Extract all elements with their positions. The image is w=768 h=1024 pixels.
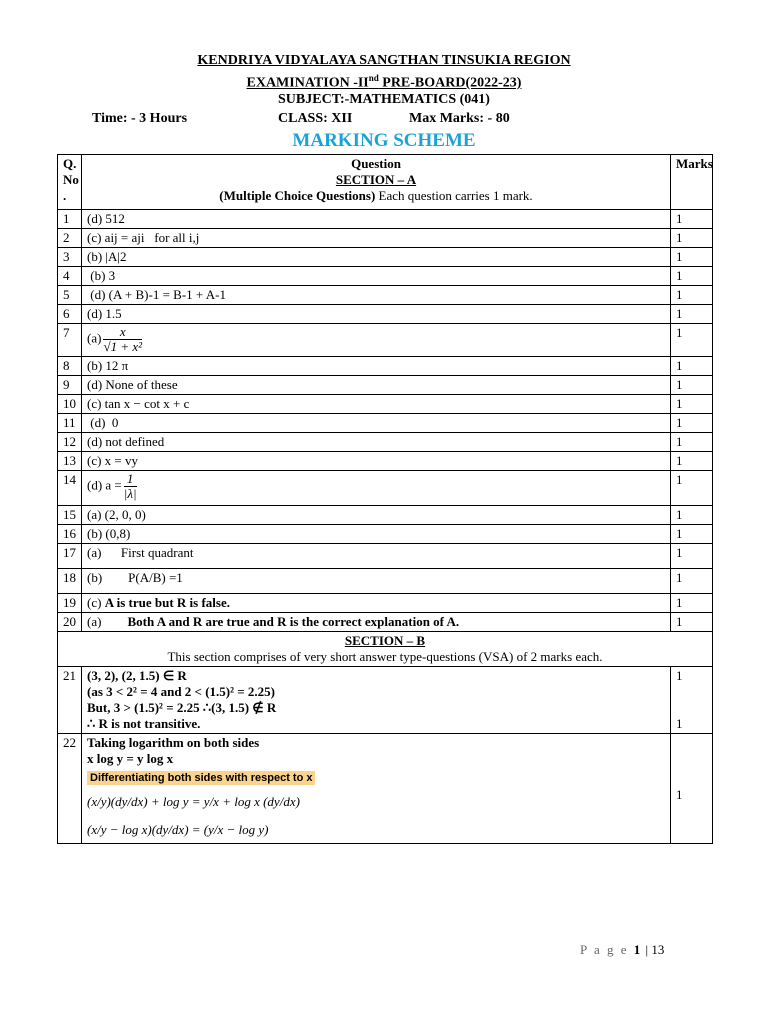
answer-line: ∴ R is not transitive. xyxy=(87,716,201,731)
marking-scheme-title: MARKING SCHEME xyxy=(292,130,476,151)
answer-cell: (a) Both A and R are true and R is the correct explanation of A. xyxy=(82,613,671,632)
answer-cell: (d) 0 xyxy=(82,414,671,433)
answer-cell xyxy=(82,734,671,844)
page-footer: P a g e 1 | 13 xyxy=(580,942,665,957)
answer-cell: (d) 1.5 xyxy=(82,305,671,324)
table-row xyxy=(58,324,713,357)
answer-cell xyxy=(82,667,671,734)
question-number: 12 xyxy=(58,433,82,452)
marks-cell: 1 xyxy=(671,305,713,324)
table-row xyxy=(58,229,713,248)
exam-title: EXAMINATION -IInd PRE-BOARD(2022-23) xyxy=(246,73,522,91)
marks-cell: 1 xyxy=(671,594,713,613)
answer-line: But, 3 > (1.5)² = 2.25 ∴(3, 1.5) ∉ R xyxy=(87,700,277,715)
question-number: 19 xyxy=(58,594,82,613)
table-row xyxy=(58,267,713,286)
table-row xyxy=(58,667,713,734)
answer-cell: (d) a = $\frac{1}{|\lambda|}$ xyxy=(82,471,671,506)
question-number: 20 xyxy=(58,613,82,632)
question-number: 1 xyxy=(58,210,82,229)
table-row xyxy=(58,286,713,305)
marks-cell: 1 xyxy=(671,613,713,632)
marks-cell: 1 xyxy=(671,544,713,569)
marks-cell: 1 xyxy=(671,525,713,544)
question-number: 13 xyxy=(58,452,82,471)
marks-cell: 1 xyxy=(671,357,713,376)
table-row xyxy=(58,452,713,471)
answer-cell: (d) None of these xyxy=(82,376,671,395)
max-marks-info: Max Marks: - 80 xyxy=(409,111,510,126)
question-number: 8 xyxy=(58,357,82,376)
table-row xyxy=(58,525,713,544)
question-number: 7 xyxy=(58,324,82,357)
equation-1: (x/y)(dy/dx) + log y = y/x + log x (dy/dx) xyxy=(87,794,300,809)
answer-cell: (a) (2, 0, 0) xyxy=(82,506,671,525)
col-header-qno: Q. No . xyxy=(58,155,82,210)
question-number: 17 xyxy=(58,544,82,569)
marks-cell: 1 xyxy=(671,471,713,506)
question-number: 15 xyxy=(58,506,82,525)
subject-line: SUBJECT:-MATHEMATICS (041) xyxy=(278,92,490,107)
answer-cell: (b) (0,8) xyxy=(82,525,671,544)
question-number: 11 xyxy=(58,414,82,433)
question-number: 6 xyxy=(58,305,82,324)
marks-cell: 1 xyxy=(671,286,713,305)
marks-cell: 1 xyxy=(671,248,713,267)
table-row xyxy=(58,395,713,414)
table-row xyxy=(58,594,713,613)
question-number: 14 xyxy=(58,471,82,506)
marks-cell: 1 xyxy=(671,324,713,357)
answer-cell: (c) tan x − cot x + c xyxy=(82,395,671,414)
question-number: 16 xyxy=(58,525,82,544)
class-info: CLASS: XII xyxy=(278,111,353,126)
marks-cell: 1 xyxy=(671,376,713,395)
table-header-row xyxy=(58,155,713,210)
answer-line: Taking logarithm on both sides xyxy=(87,735,260,750)
section-a-desc: (Multiple Choice Questions) Each question carries 1 mark. xyxy=(219,188,533,203)
answer-cell: (b) 3 xyxy=(82,267,671,286)
equation-2: (x/y − log x)(dy/dx) = (y/x − log y) xyxy=(87,822,269,837)
question-number: 9 xyxy=(58,376,82,395)
question-number: 10 xyxy=(58,395,82,414)
answer-cell: (c) aij = aji for all i,j xyxy=(82,229,671,248)
table-row xyxy=(58,414,713,433)
answer-cell: (b) 12 π xyxy=(82,357,671,376)
question-number: 4 xyxy=(58,267,82,286)
question-number: 21 xyxy=(58,667,82,734)
section-b-row xyxy=(58,632,713,667)
marking-scheme-table xyxy=(57,154,713,844)
col-header-marks: Marks xyxy=(671,155,713,210)
marks-cell: 1 xyxy=(671,414,713,433)
highlighted-step: Differentiating both sides with respect to x xyxy=(87,771,315,785)
table-row xyxy=(58,506,713,525)
table-row xyxy=(58,544,713,569)
col-header-question: Question SECTION – A (Multiple Choice Questions) Each question carries 1 mark. xyxy=(82,155,671,210)
answer-fraction: $\frac{x}{\text{√1 + x²}}$ xyxy=(103,324,143,354)
marks-cell: 1 xyxy=(671,452,713,471)
answer-line: (3, 2), (2, 1.5) ∈ R xyxy=(87,668,187,683)
section-b-header xyxy=(58,632,713,667)
table-row xyxy=(58,734,713,844)
time-info: Time: - 3 Hours xyxy=(92,111,188,126)
table-row xyxy=(58,471,713,506)
answer-line: x log y = y log x xyxy=(87,751,174,766)
marks-cell: 1 xyxy=(671,229,713,248)
table-row xyxy=(58,248,713,267)
answer-cell: (b) P(A/B) =1 xyxy=(82,569,671,594)
question-number: 18 xyxy=(58,569,82,594)
answer-cell: (a) $\frac{x}{\text{√1 + x²}}$ xyxy=(82,324,671,357)
table-row xyxy=(58,433,713,452)
marks-cell: 1 xyxy=(671,569,713,594)
marks-cell: 1 xyxy=(671,734,713,844)
question-number: 3 xyxy=(58,248,82,267)
marks-cell: 1 xyxy=(671,395,713,414)
marks-cell: 1 xyxy=(671,433,713,452)
question-number: 22 xyxy=(58,734,82,844)
table-row xyxy=(58,613,713,632)
table-row xyxy=(58,357,713,376)
answer-cell: (d) (A + B)-1 = B-1 + A-1 xyxy=(82,286,671,305)
answer-fraction: $\frac{1}{|\lambda|}$ xyxy=(123,471,137,501)
answer-cell: (d) 512 xyxy=(82,210,671,229)
marks-cell: 1 xyxy=(671,210,713,229)
answer-line: (as 3 < 2² = 4 and 2 < (1.5)² = 2.25) xyxy=(87,684,276,699)
section-b-desc: This section comprises of very short answer type-questions (VSA) of 2 marks each. xyxy=(167,649,603,664)
answer-cell: (c) x = vy xyxy=(82,452,671,471)
answer-cell: (c) A is true but R is false. xyxy=(82,594,671,613)
question-number: 5 xyxy=(58,286,82,305)
section-b-title: SECTION – B xyxy=(344,633,426,648)
table-row xyxy=(58,210,713,229)
section-a-title: SECTION – A xyxy=(335,172,417,187)
marks-cell: 1 1 xyxy=(671,667,713,734)
marks-cell: 1 xyxy=(671,267,713,286)
marks-cell: 1 xyxy=(671,506,713,525)
question-number: 2 xyxy=(58,229,82,248)
answer-cell: (d) not defined xyxy=(82,433,671,452)
table-row xyxy=(58,305,713,324)
answer-cell: (b) |A|2 xyxy=(82,248,671,267)
table-row xyxy=(58,376,713,395)
table-row xyxy=(58,569,713,594)
school-title: KENDRIYA VIDYALAYA SANGTHAN TINSUKIA REGION xyxy=(197,53,571,68)
answer-cell: (a) First quadrant xyxy=(82,544,671,569)
